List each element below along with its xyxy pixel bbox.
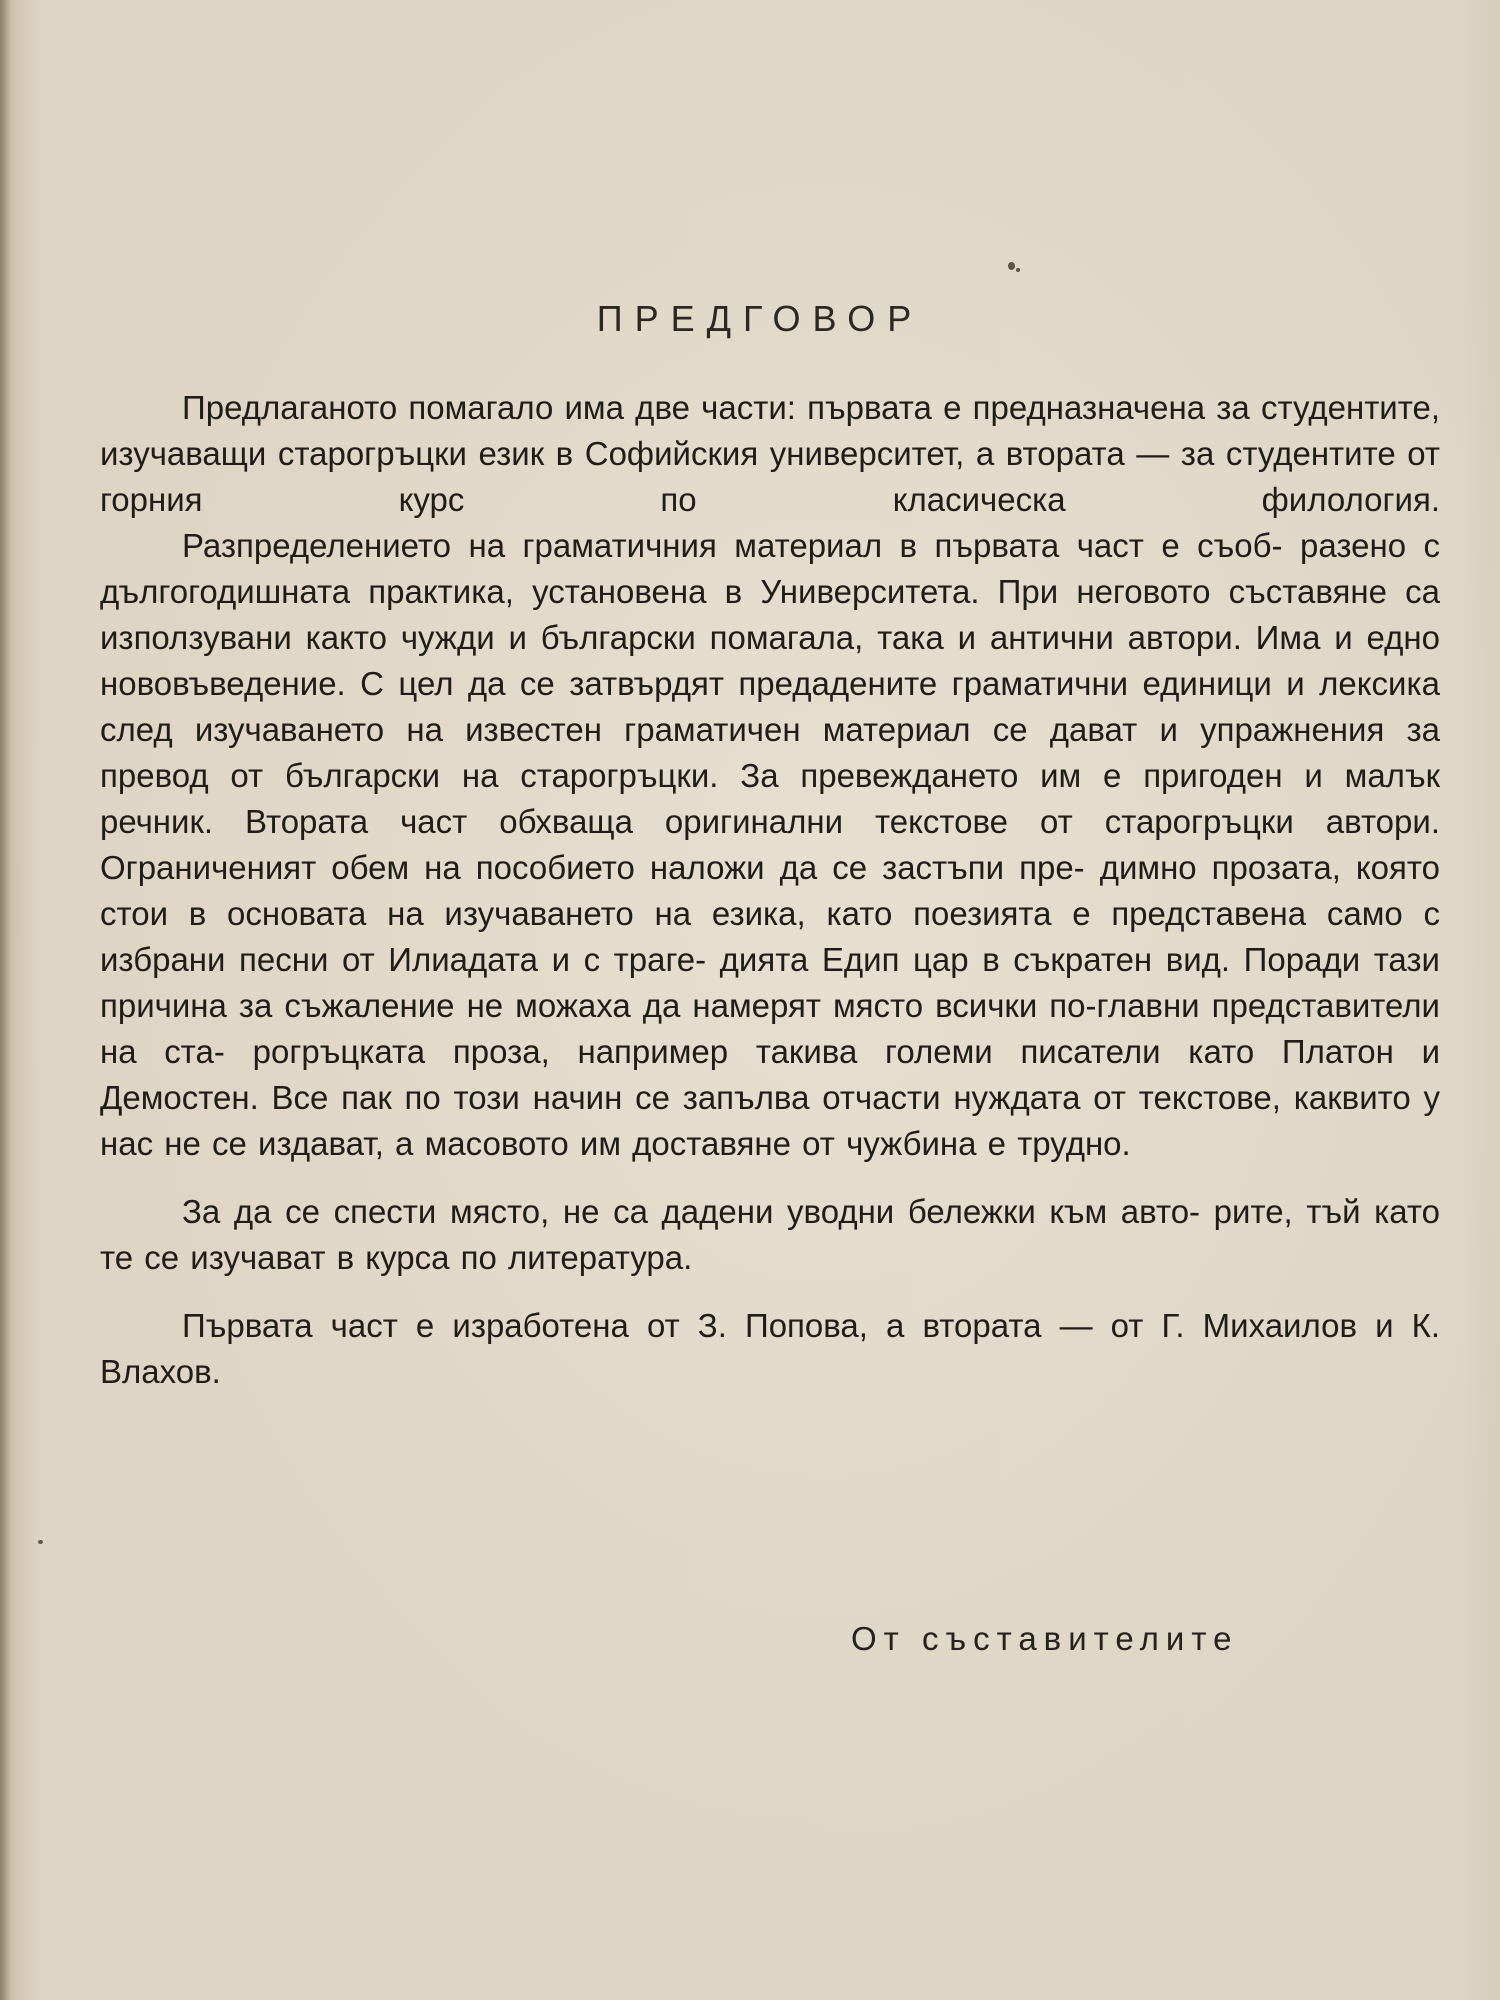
text-line: затвърдят предадените граматични единици и лексика след изучаването (100, 665, 1441, 748)
text-line: на известен граматичен материал се дават и упражнения за превод от (100, 711, 1440, 794)
paragraph (100, 523, 1440, 1167)
text-line: За да се спести място, не са дадени уводни бележки към авто- (182, 1193, 1201, 1230)
ink-speck (1016, 268, 1020, 272)
paragraph (100, 1303, 1440, 1395)
text-line: български на старогръцки. За превеждането им е пригоден и малък (284, 757, 1441, 794)
paragraph (100, 385, 1440, 523)
text-line: Предлаганото помагало има две части: първата е предназначена (182, 389, 1206, 426)
preface-body (100, 385, 1440, 1395)
text-line: така и антични автори. Има и едно нововъведение. С цел да се (100, 619, 1440, 702)
text-line: дията Едип цар в съкратен вид. Поради тази причина за съжаление (100, 941, 1440, 1024)
text-line: Първата част е изработена от З. Попова, а втората — от (182, 1307, 1144, 1344)
signature: От съставителите (851, 1620, 1239, 1657)
text-line: рите, тъй като те се изучават в курса по литература. (100, 1193, 1441, 1276)
ink-speck (38, 1540, 43, 1544)
text-line: поезията е представена само с избрани песни от Илиадата и с траге- (100, 895, 1440, 978)
text-line: разено с дългогодишната практика, установена в Университета. При (100, 527, 1441, 610)
text-line: чужбина е трудно. (846, 1125, 1131, 1162)
text-line: за студентите, изучаващи старогръцки език в Софийския университет, (100, 389, 1441, 472)
text-line: не можаха да намерят място всички по-главни представители на ста- (100, 987, 1440, 1070)
text-line: Г. Михаилов и К. Влахов. (100, 1307, 1440, 1390)
text-line: неговото съставяне са използувани както чужди и български помагала, (100, 573, 1440, 656)
page-title: ПРЕДГОВОР (596, 298, 924, 339)
text-line: текстове, каквито у нас не се издават, а масовото им доставяне от (100, 1079, 1441, 1162)
text-line: автори. Ограниченият обем на пособието наложи да се застъпи пре- (100, 803, 1440, 886)
text-line: а втората — за студентите от горния курс по класическа филология. (100, 435, 1440, 518)
text-line: димно прозата, която стои в основата на изучаването на езика, като (100, 849, 1441, 932)
text-line: речник. Втората част обхваща оригинални текстове от старогръцки (100, 803, 1294, 840)
text-line: рогръцката проза, например такива големи писатели като Платон и (252, 1033, 1440, 1070)
text-line: Разпределението на граматичния материал в първата част е съоб- (182, 527, 1283, 564)
ink-speck (1008, 262, 1015, 270)
text-line: Демостен. Все пак по този начин се запълва отчасти нуждата от (100, 1079, 1126, 1116)
paragraph (100, 1189, 1440, 1281)
